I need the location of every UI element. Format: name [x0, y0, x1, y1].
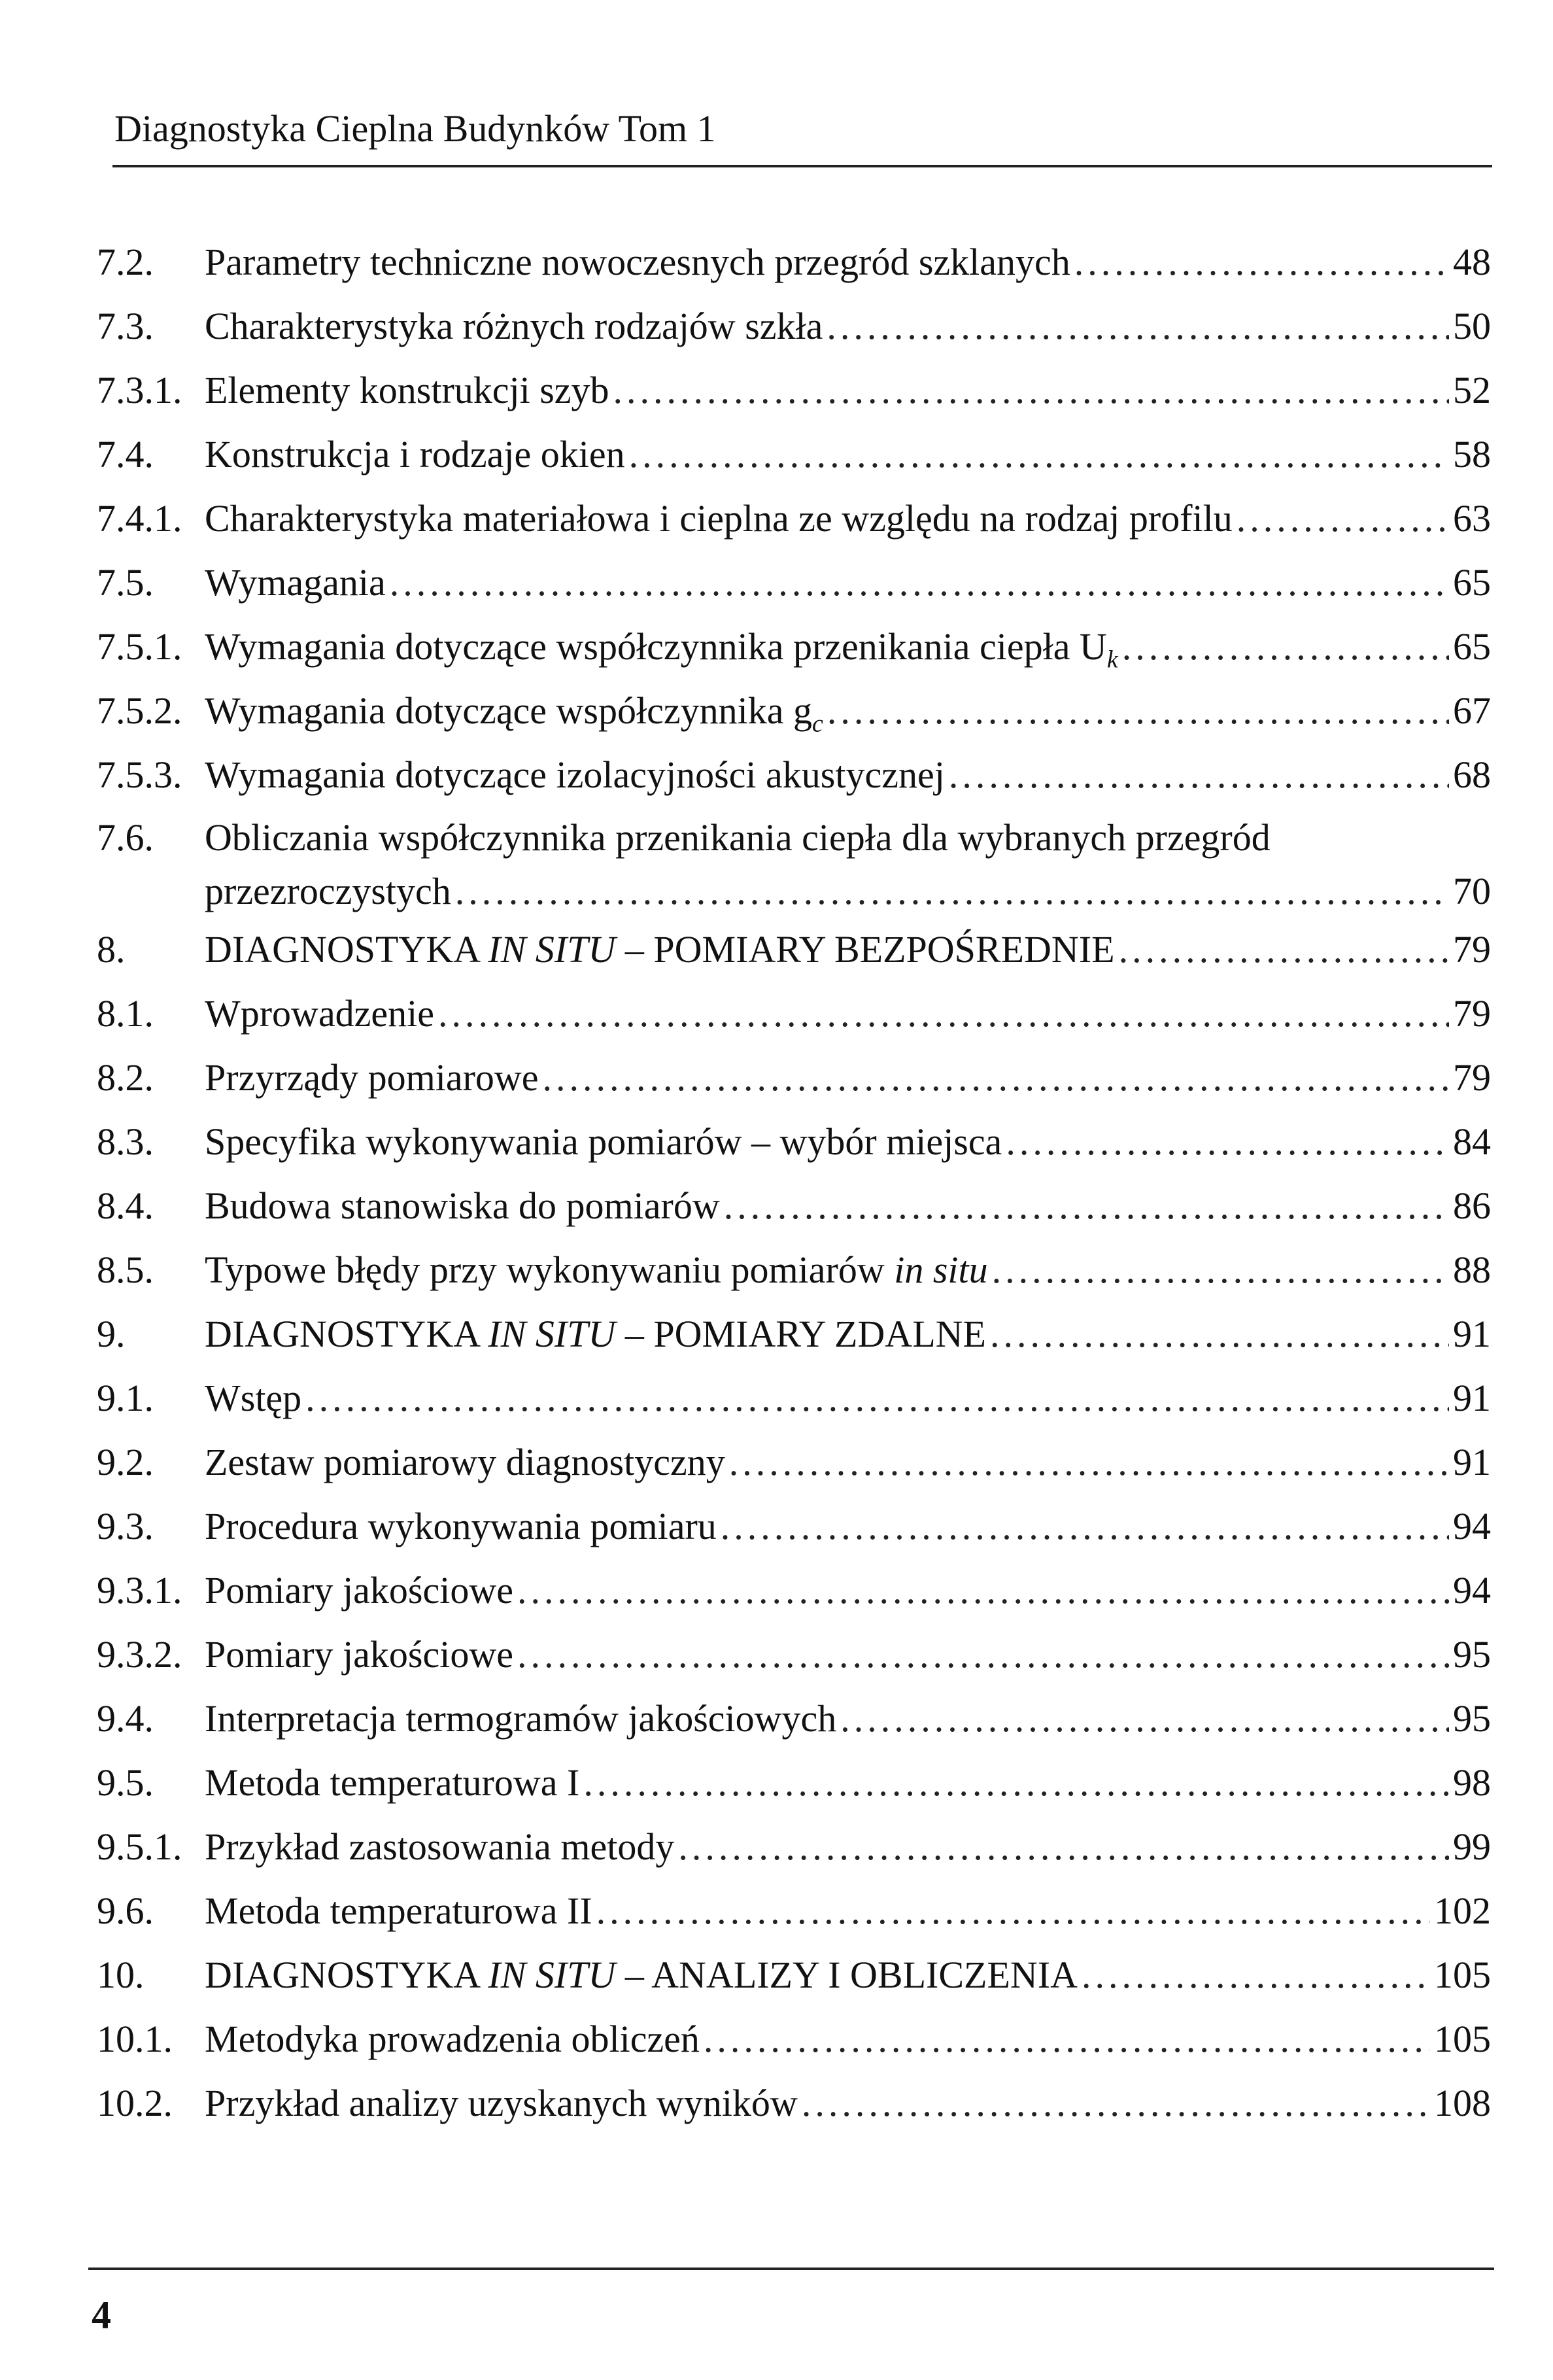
toc-page: 52 — [1453, 369, 1491, 411]
toc-page: 50 — [1453, 305, 1491, 347]
toc-title: Wymagania — [205, 561, 386, 604]
dot-leader — [583, 1764, 1449, 1802]
toc-page: 65 — [1453, 625, 1491, 668]
toc-title: Typowe błędy przy wykonywaniu pomiarów in situ — [205, 1249, 988, 1291]
dot-leader — [704, 2020, 1430, 2058]
toc-number: 8.4. — [97, 1184, 154, 1227]
toc-title: Przykład zastosowania metody — [205, 1825, 675, 1868]
toc-entry[interactable] — [97, 497, 1491, 540]
toc-page: 67 — [1453, 689, 1491, 732]
toc-entry[interactable] — [97, 1184, 1491, 1227]
toc-page: 98 — [1453, 1761, 1491, 1804]
toc-entry[interactable] — [97, 928, 1491, 971]
toc-number: 7.5.1. — [97, 625, 182, 668]
dot-leader — [455, 872, 1449, 910]
page-number: 4 — [92, 2294, 111, 2337]
toc-entry[interactable] — [97, 1443, 1491, 1481]
dot-leader — [729, 1443, 1449, 1481]
toc-number: 8.1. — [97, 992, 154, 1035]
toc-number: 8. — [97, 928, 126, 971]
toc-number: 9.1. — [97, 1377, 154, 1419]
toc-page: 70 — [1453, 870, 1491, 912]
running-header: Diagnostyka Cieplna Budynków Tom 1 — [114, 107, 716, 150]
toc-entry[interactable] — [97, 1889, 1491, 1932]
toc-number: 7.2. — [97, 241, 154, 283]
toc-entry[interactable] — [97, 2084, 1491, 2122]
toc-number: 10. — [97, 1954, 145, 1996]
toc-number: 8.5. — [97, 1249, 154, 1291]
toc-number: 9.4. — [97, 1697, 154, 1740]
dot-leader — [613, 371, 1449, 409]
toc-page: 91 — [1453, 1441, 1491, 1483]
toc-title: Wstęp — [205, 1377, 302, 1419]
toc-number: 9.3.1. — [97, 1569, 182, 1612]
toc-title: Metodyka prowadzenia obliczeń — [205, 2018, 700, 2060]
toc-number: 8.2. — [97, 1056, 154, 1099]
toc-entry[interactable] — [97, 689, 1491, 738]
dot-leader — [517, 1636, 1449, 1674]
toc-page: 63 — [1453, 497, 1491, 540]
toc-page: 65 — [1453, 561, 1491, 604]
dot-leader — [543, 1059, 1449, 1097]
toc-title: Pomiary jakościowe — [205, 1633, 513, 1676]
toc-entry[interactable] — [97, 816, 1491, 912]
toc-number: 7.5.2. — [97, 689, 182, 732]
toc-entry[interactable] — [97, 1569, 1491, 1612]
toc-number: 7.4.1. — [97, 497, 182, 540]
dot-leader — [1119, 931, 1449, 969]
toc-number: 9.3. — [97, 1505, 154, 1547]
toc-title: Wymagania dotyczące współczynnika $g_c$ — [205, 689, 823, 738]
dot-leader — [724, 1187, 1449, 1225]
toc-number: 8.3. — [97, 1120, 154, 1163]
toc-title: Zestaw pomiarowy diagnostyczny — [205, 1441, 725, 1483]
toc-entry[interactable] — [97, 1120, 1491, 1163]
dot-leader — [390, 564, 1449, 602]
toc-page: 88 — [1453, 1249, 1491, 1291]
toc-number: 9.5. — [97, 1761, 154, 1804]
toc-entry[interactable] — [97, 2020, 1491, 2058]
toc-number: 7.5.3. — [97, 753, 182, 796]
toc-title: Elementy konstrukcji szyb — [205, 369, 609, 411]
toc-number: 7.6. — [97, 816, 154, 859]
dot-leader — [990, 1315, 1449, 1353]
toc-entry[interactable] — [97, 433, 1491, 475]
dot-leader — [1237, 500, 1449, 538]
toc-page: 95 — [1453, 1697, 1491, 1740]
dot-leader — [517, 1572, 1449, 1610]
toc-title: Wymagania dotyczące izolacyjności akustycznej — [205, 753, 945, 796]
toc-number: 9. — [97, 1313, 126, 1355]
dot-leader — [305, 1379, 1449, 1417]
toc-title: Wprowadzenie — [205, 992, 435, 1035]
toc-entry[interactable] — [97, 1505, 1491, 1547]
toc-number: 10.2. — [97, 2082, 173, 2124]
toc-title: Budowa stanowiska do pomiarów — [205, 1184, 720, 1227]
toc-title: Wymagania dotyczące współczynnika przenikania ciepła $U_k$ — [205, 625, 1118, 674]
toc-entry[interactable] — [97, 625, 1491, 674]
toc-title: Procedura wykonywania pomiaru — [205, 1505, 717, 1547]
dot-leader — [721, 1508, 1449, 1545]
toc-page: 48 — [1453, 241, 1491, 283]
toc-page: 58 — [1453, 433, 1491, 475]
toc-number: 9.2. — [97, 1441, 154, 1483]
dot-leader — [949, 756, 1449, 794]
toc-number: 7.3.1. — [97, 369, 182, 411]
dot-leader — [992, 1251, 1449, 1289]
toc-title: DIAGNOSTYKA IN SITU – POMIARY ZDALNE — [205, 1313, 986, 1355]
toc-page: 79 — [1453, 992, 1491, 1035]
toc-title: DIAGNOSTYKA IN SITU – ANALIZY I OBLICZENIA — [205, 1954, 1078, 1996]
toc-subscript: k — [1106, 646, 1118, 674]
dot-leader — [802, 2084, 1430, 2122]
toc-title: Pomiary jakościowe — [205, 1569, 513, 1612]
toc-entry[interactable] — [97, 1379, 1491, 1417]
toc-page: 102 — [1434, 1889, 1491, 1932]
toc-entry[interactable] — [97, 1825, 1491, 1868]
dot-leader — [1082, 1956, 1430, 1994]
toc-title: Specyfika wykonywania pomiarów – wybór miejsca — [205, 1120, 1002, 1163]
toc-page: 68 — [1453, 753, 1491, 796]
toc-entry[interactable] — [97, 1633, 1491, 1676]
toc-title: Charakterystyka materiałowa i cieplna ze względu na rodzaj profilu — [205, 497, 1233, 540]
toc-page: 94 — [1453, 1569, 1491, 1612]
toc-entry[interactable] — [97, 992, 1491, 1035]
toc-page: 79 — [1453, 1056, 1491, 1099]
toc-page: 91 — [1453, 1377, 1491, 1419]
dot-leader — [1122, 628, 1449, 666]
toc-title: Konstrukcja i rodzaje okien — [205, 433, 625, 475]
toc-entry[interactable] — [97, 371, 1491, 409]
toc-entry[interactable] — [97, 243, 1491, 281]
toc-number: 7.4. — [97, 433, 154, 475]
toc-number: 7.3. — [97, 305, 154, 347]
toc-page: 105 — [1434, 1954, 1491, 1996]
header-divider — [112, 165, 1492, 167]
toc-title: Charakterystyka różnych rodzajów szkła — [205, 305, 823, 347]
toc-entry[interactable] — [97, 753, 1491, 796]
toc-page: 108 — [1434, 2082, 1491, 2124]
toc-title: Przyrządy pomiarowe — [205, 1056, 539, 1099]
toc-number: 9.5.1. — [97, 1825, 182, 1868]
toc-entry[interactable] — [97, 1251, 1491, 1289]
dot-leader — [827, 307, 1449, 345]
toc-title-continued: przezroczystych — [205, 870, 451, 912]
toc-number: 7.5. — [97, 561, 154, 604]
toc-title: Obliczania współczynnika przenikania ciepła dla wybranych przegród — [205, 816, 1271, 859]
toc-title: Metoda temperaturowa II — [205, 1889, 592, 1932]
toc-entry[interactable] — [97, 561, 1491, 604]
toc-number: 9.6. — [97, 1889, 154, 1932]
toc-page: 84 — [1453, 1120, 1491, 1163]
dot-leader — [827, 692, 1449, 730]
dot-leader — [438, 995, 1449, 1033]
toc-page: 79 — [1453, 928, 1491, 971]
toc-entry[interactable] — [97, 1761, 1491, 1804]
dot-leader — [629, 436, 1449, 474]
toc-entry[interactable] — [97, 1056, 1491, 1099]
dot-leader — [596, 1892, 1430, 1930]
toc-page: 86 — [1453, 1184, 1491, 1227]
toc-entry[interactable] — [97, 1315, 1491, 1353]
toc-entry[interactable] — [97, 1697, 1491, 1740]
toc-number: 9.3.2. — [97, 1633, 182, 1676]
dot-leader — [840, 1700, 1449, 1738]
toc-title: DIAGNOSTYKA IN SITU – POMIARY BEZPOŚREDNIE — [205, 928, 1115, 971]
toc-title: Przykład analizy uzyskanych wyników — [205, 2082, 798, 2124]
dot-leader — [1074, 243, 1449, 281]
toc-title: Interpretacja termogramów jakościowych — [205, 1697, 837, 1740]
footer-divider — [88, 2268, 1494, 2270]
toc-entry[interactable] — [97, 307, 1491, 345]
dot-leader — [1006, 1123, 1449, 1161]
toc-page: 95 — [1453, 1633, 1491, 1676]
toc-subscript: c — [811, 710, 823, 738]
toc-entry[interactable] — [97, 1956, 1491, 1994]
dot-leader — [678, 1828, 1449, 1866]
toc-page: 99 — [1453, 1825, 1491, 1868]
toc-page: 105 — [1434, 2018, 1491, 2060]
toc-page: 91 — [1453, 1313, 1491, 1355]
toc-title: Metoda temperaturowa I — [205, 1761, 580, 1804]
toc-title: Parametry techniczne nowoczesnych przegród szklanych — [205, 241, 1070, 283]
toc-page: 94 — [1453, 1505, 1491, 1547]
toc-number: 10.1. — [97, 2018, 173, 2060]
